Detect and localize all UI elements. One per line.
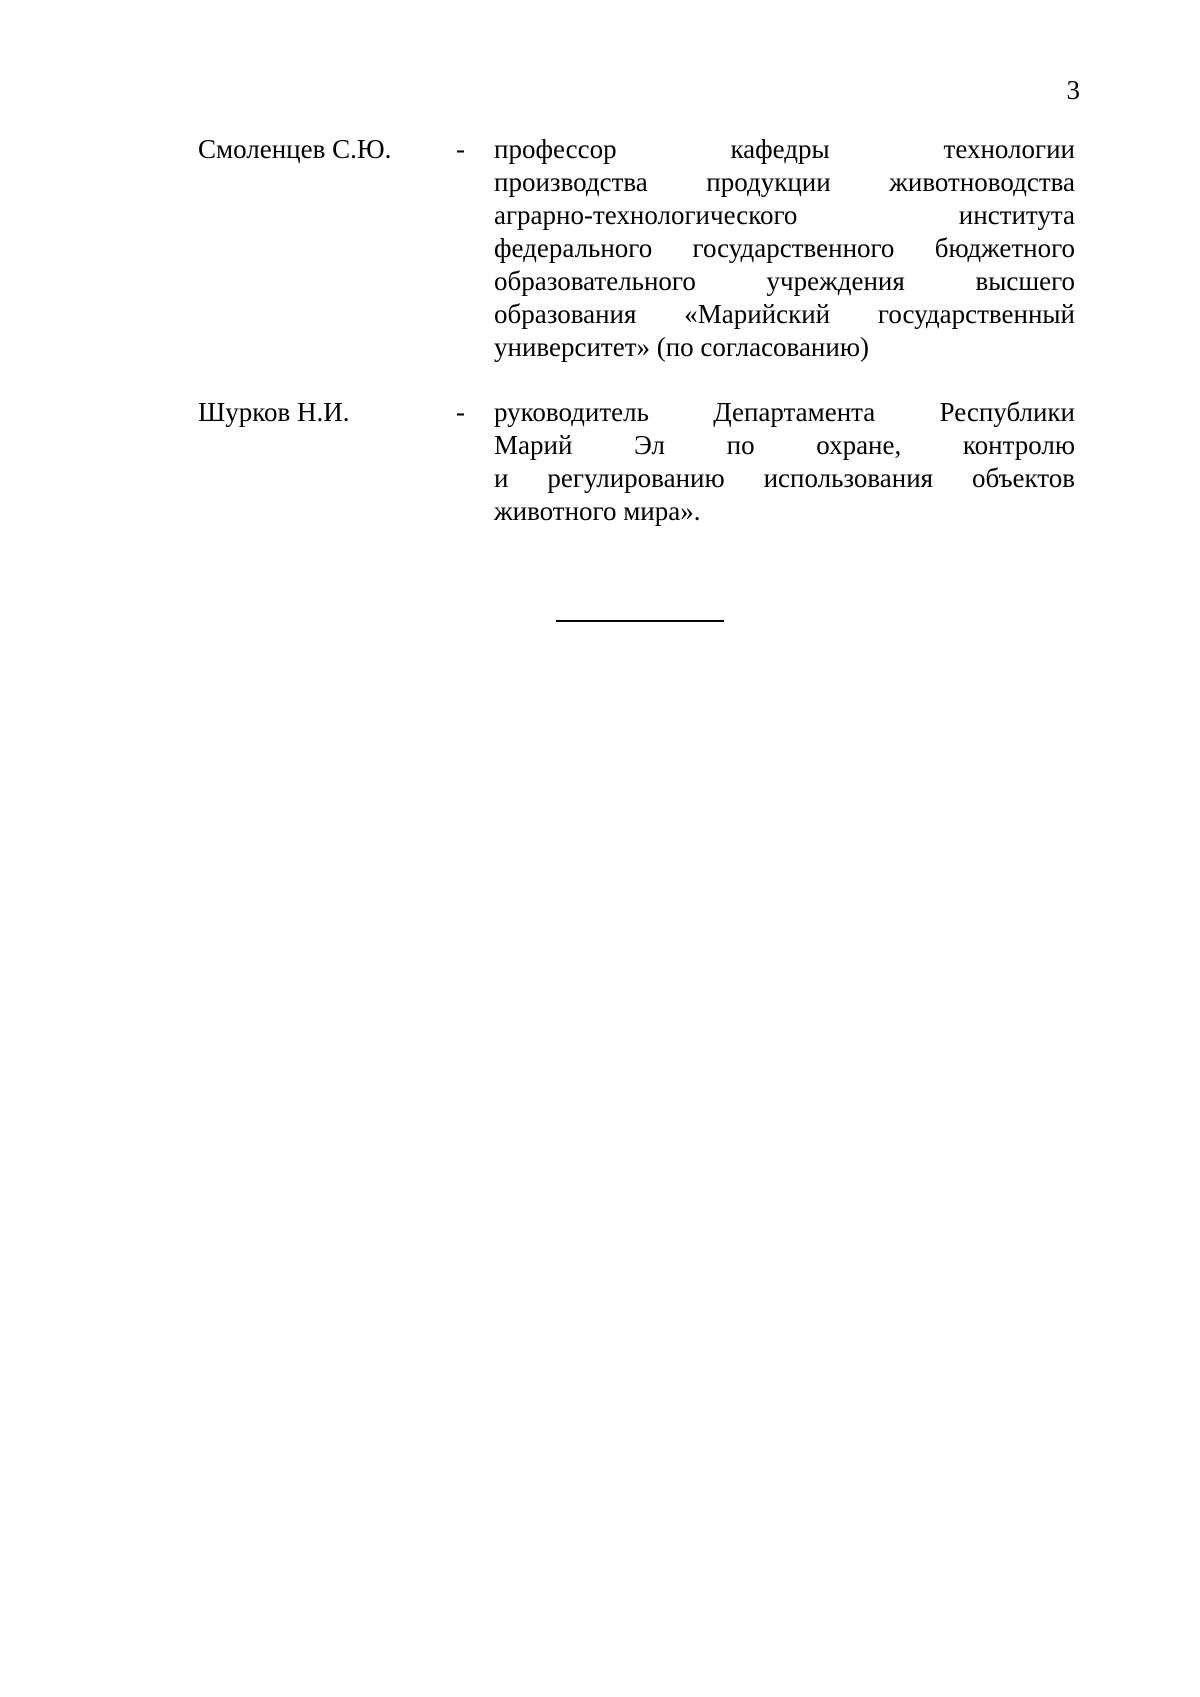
position-line: федерального государственного бюджетного xyxy=(494,233,1075,263)
position-line: Марий Эл по охране, контролю xyxy=(494,430,1075,460)
member-name: Смоленцев С.Ю. xyxy=(198,134,392,164)
end-of-document-rule xyxy=(556,620,724,622)
member-position xyxy=(494,396,1075,528)
page-number: 3 xyxy=(1066,75,1080,105)
position-line: образовательного учреждения высшего xyxy=(494,266,1075,296)
member-name: Шурков Н.И. xyxy=(198,397,350,427)
dash-separator: - xyxy=(456,397,465,427)
position-line: аграрно-технологического института xyxy=(494,200,1075,230)
member-position xyxy=(494,133,1075,364)
dash-separator: - xyxy=(456,134,465,164)
position-line: профессор кафедры технологии xyxy=(494,134,1075,164)
position-line: руководитель Департамента Республики xyxy=(494,397,1075,427)
position-line: производства продукции животноводства xyxy=(494,167,1075,197)
position-line: образования «Марийский государственный xyxy=(494,299,1075,329)
position-line: университет» (по согласованию) xyxy=(494,332,869,362)
position-line: и регулированию использования объектов xyxy=(494,463,1075,493)
position-line: животного мира». xyxy=(494,496,701,526)
